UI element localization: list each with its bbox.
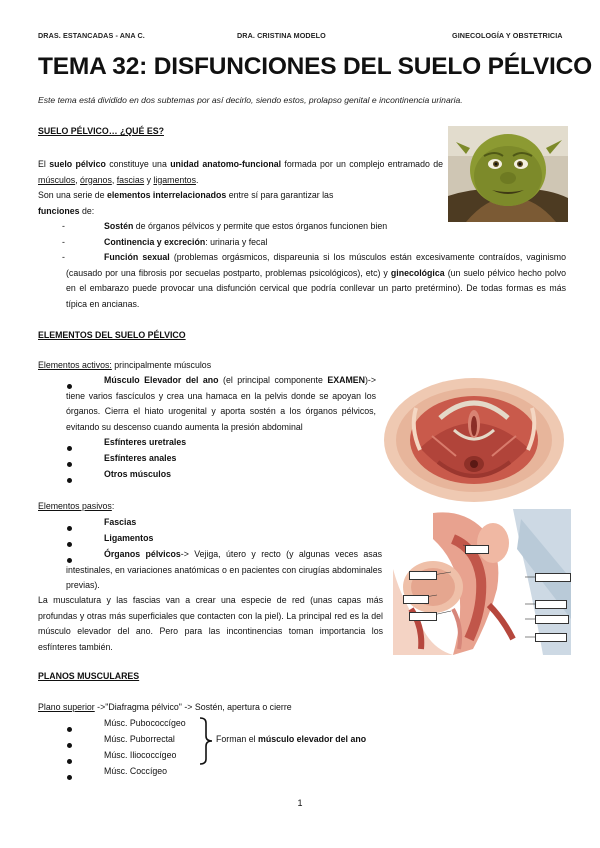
section-heading-elementos: ELEMENTOS DEL SUELO PÉLVICO (38, 330, 186, 340)
active-other-muscles: Otros músculos (104, 469, 171, 479)
paragraph-definition: El suelo pélvico constituye una unidad anatomo-funcional formada por un complejo entramado de músculos, órganos, fascias y ligamentos. (38, 159, 443, 185)
muscle-item: Músc. Coccígeo (104, 766, 168, 776)
function-dash: - (62, 221, 65, 231)
function-dash: - (62, 237, 65, 247)
anatomy-label-box (535, 633, 567, 642)
header-center: DRA. CRISTINA MODELO (237, 31, 326, 40)
active-anal-sphincters: Esfínteres anales (104, 453, 177, 463)
brace-icon (198, 717, 214, 770)
passive-fascias: Fascias (104, 517, 137, 527)
function-sosten: Sostén de órganos pélvicos y permite que estos órganos funcionen bien (104, 221, 388, 231)
function-sexual: Función sexual (problemas orgásmicos, dispareunia si los músculos están excesivamente contraídos, vaginismo (causado por una fibrosis por secuelas postparto, problemas psicológicos), etc) y ginecológica (un suelo pélvico hecho polvo en el embarazo puede provocar una disfunción cervical que podría conllevar un parto pretérmino). De todas formas es más típica en ancianas. (66, 252, 567, 309)
anatomy-label-box (535, 600, 567, 609)
anatomy-label-box (535, 573, 571, 582)
anatomy-label-box (409, 571, 437, 580)
active-elements-line: Elementos activos: principalmente músculos (38, 360, 212, 370)
intro-text: Este tema está dividido en dos subtemas por así decirlo, siendo estos, prolapso genital e incontinencia urinaria. (38, 95, 463, 105)
function-dash: - (62, 252, 65, 262)
section-heading-que-es: SUELO PÉLVICO… ¿QUÉ ES? (38, 126, 164, 136)
paragraph-interrelated: Son una serie de elementos interrelacionados entre sí para garantizar las funciones de: (38, 190, 334, 216)
passive-ligaments: Ligamentos (104, 533, 154, 543)
pelvic-anatomy-illustration (393, 509, 571, 655)
anatomy-label-box (465, 545, 489, 554)
ogre-photo (448, 126, 568, 222)
active-levator: Músculo Elevador del ano (el principal componente EXAMEN)-> tiene varios fascículos y crea una hamaca en la pelvis donde se apoyan los órganos. Cierra el hiato urogenital y aporta sostén a los órganos pélvicos, evitando su descenso cuando aumenta la presión abdominal (66, 375, 376, 432)
anatomy-label-box (403, 595, 429, 604)
header-left: DRAS. ESTANCADAS - ANA C. (38, 31, 145, 40)
anatomy-label-box (535, 615, 569, 624)
brace-caption: Forman el músculo elevador del ano (216, 734, 367, 744)
superior-plane-line: Plano superior ->"Diafragma pélvico" -> Sostén, apertura o cierre (38, 702, 292, 712)
muscle-item: Músc. Puborrectal (104, 734, 175, 744)
section-heading-planos: PLANOS MUSCULARES (38, 671, 140, 681)
function-continencia: Continencia y excreción: urinaria y fecal (104, 237, 268, 247)
bullet-dot (67, 472, 72, 490)
passive-organs: Órganos pélvicos-> Vejiga, útero y recto (y algunas veces asas intestinales, en variaciones anatómicas o en pacientes con cirugías abdominales previas). (66, 549, 382, 591)
bullet-dot (67, 769, 72, 787)
paragraph-network: La musculatura y las fascias van a crear una especie de red (unas capas más profundas y otras más superficiales que contacten con la piel). La principal red es la del músculo elevador del ano. Pero para las incontinencias toman importancia los esfínteres también. (38, 595, 383, 652)
page-number: 1 (297, 798, 303, 808)
passive-elements-line: Elementos pasivos: (38, 501, 115, 511)
page-title: TEMA 32: DISFUNCIONES DEL SUELO PÉLVICO (38, 53, 592, 80)
muscle-item: Músc. Pubococcígeo (104, 718, 186, 728)
header-right: GINECOLOGÍA Y OBSTETRICIA (452, 31, 563, 40)
muscle-item: Músc. Iliococcígeo (104, 750, 177, 760)
anatomy-label-box (409, 612, 437, 621)
active-urethral-sphincters: Esfínteres uretrales (104, 437, 187, 447)
pelvic-floor-illustration (380, 378, 568, 506)
